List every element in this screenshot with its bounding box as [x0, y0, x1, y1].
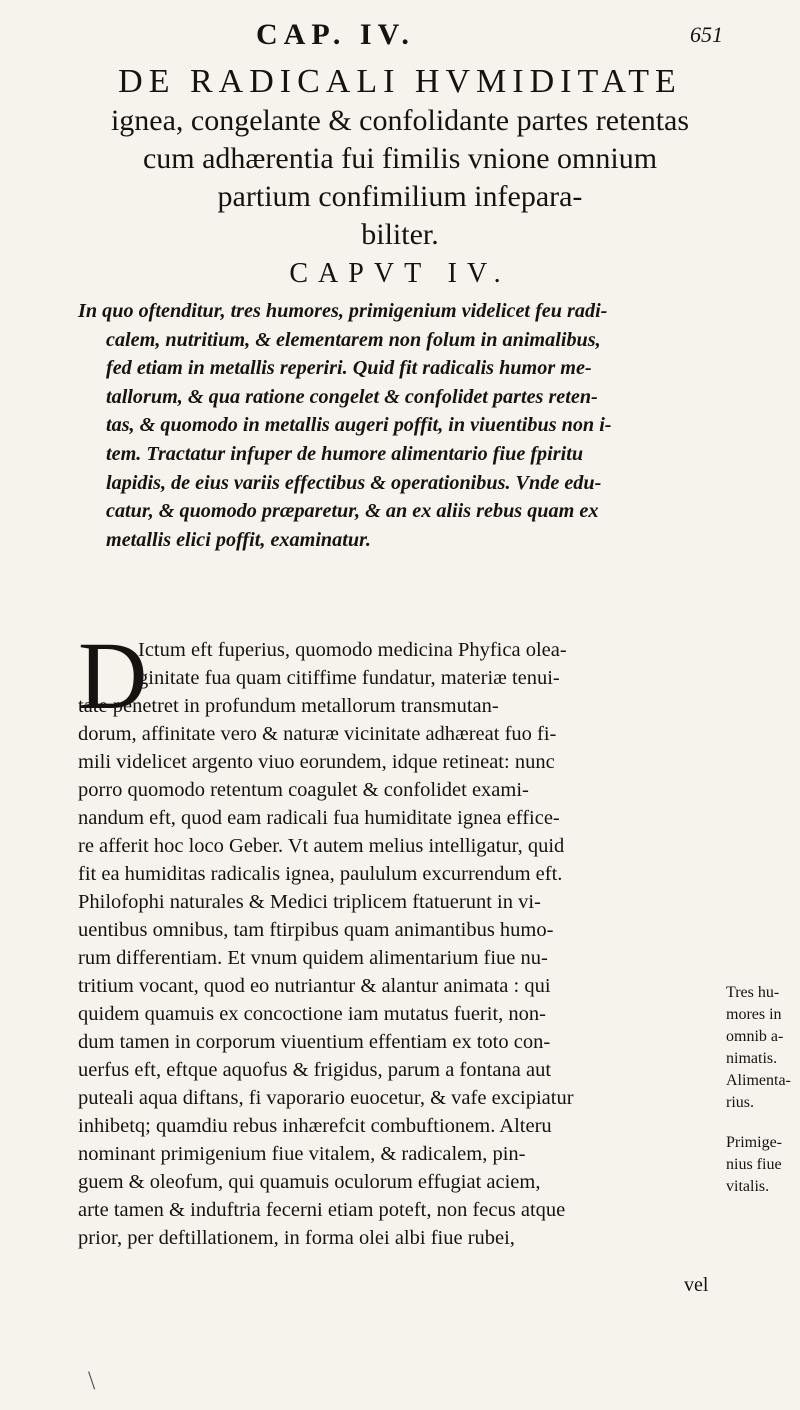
chapter-title-line: biliter.	[361, 218, 439, 251]
chapter-title-line: cum adhærentia fui fimilis vnione omnium	[142, 142, 658, 175]
marginal-note-tres-humores	[726, 982, 798, 1114]
summary-line: fed etiam in metallis reperiri. Quid fit radicalis humor me-	[106, 357, 592, 380]
chapter-title-line: ignea, congelante & confolidante partes retentas	[110, 104, 690, 137]
chapter-summary	[78, 297, 770, 554]
body-line: guem & oleofum, qui quamuis oculorum effugiat aciem,	[78, 1171, 541, 1193]
body-line: tate penetret in profundum metallorum transmutan-	[78, 695, 499, 717]
marginal-note-primigenius	[726, 1132, 798, 1198]
summary-line: metallis elici poffit, examinatur.	[106, 528, 371, 551]
body-line: nandum eft, quod eam radicali fua humiditate ignea effice-	[78, 807, 560, 829]
stray-mark: \	[88, 1366, 96, 1395]
folio-number: 651	[690, 22, 723, 47]
marginal-note-line: Primige-	[726, 1134, 782, 1151]
body-line: ginitate fua quam citiffime fundatur, materiæ tenui-	[138, 667, 560, 689]
marginal-note-line: vitalis.	[726, 1178, 770, 1195]
body-line: uentibus omnibus, tam ftirpibus quam animantibus humo-	[78, 919, 554, 941]
summary-line: lapidis, de eius variis effectibus & operationibus. Vnde edu-	[106, 471, 602, 494]
summary-line: calem, nutritium, & elementarem non folum in animalibus,	[106, 328, 601, 351]
chapter-title	[0, 62, 800, 254]
marginal-note-line: Tres hu-	[726, 984, 780, 1001]
body-line: porro quomodo retentum coagulet & confolidet exami-	[78, 779, 529, 801]
body-line: dorum, affinitate vero & naturæ vicinitate adhæreat fuo fi-	[78, 723, 557, 745]
chapter-title-caps: DE RADICALI HVMIDITATE	[118, 63, 682, 100]
body-line: fit ea humiditas radicalis ignea, paululum excurrendum eft.	[78, 863, 563, 885]
summary-line: tas, & quomodo in metallis augeri poffit, in viuentibus non i-	[106, 414, 612, 437]
drop-cap: D	[78, 622, 148, 729]
body-line: uerfus eft, eftque aquofus & frigidus, parum a fontana aut	[78, 1059, 552, 1081]
body-line: tritium vocant, quod eo nutriantur & alantur animata : qui	[78, 975, 551, 997]
catchword: vel	[684, 1274, 709, 1296]
body-line: nominant primigenium fiue vitalem, & radicalem, pin-	[78, 1143, 526, 1165]
body-line: Philofophi naturales & Medici triplicem ftatuerunt in vi-	[78, 891, 541, 913]
body-line: mili videlicet argento viuo eorundem, idque retineat: nunc	[78, 751, 555, 773]
body-line: dum tamen in corporum viuentium effentiam ex toto con-	[78, 1031, 551, 1053]
body-line: arte tamen & induftria fecerni etiam poteft, non fecus atque	[78, 1199, 566, 1221]
running-head	[0, 18, 800, 58]
running-head-title: CAP. IV.	[256, 18, 415, 51]
body-line: Ictum eft fuperius, quomodo medicina Phyfica olea-	[138, 639, 567, 661]
marginal-note-line: nius fiue	[726, 1156, 782, 1173]
body-line: prior, per deftillationem, in forma olei albi fiue rubei,	[78, 1227, 515, 1249]
summary-line: In quo oftenditur, tres humores, primigenium videlicet feu radi-	[78, 300, 608, 322]
body-line: inhibetq; quamdiu rebus inhærefcit combuftionem. Alteru	[78, 1115, 552, 1137]
body-line: rum differentiam. Et vnum quidem alimentarium fiue nu-	[78, 947, 548, 969]
summary-line: tallorum, & qua ratione congelet & confolidet partes reten-	[106, 385, 598, 408]
body-line: puteali aqua diftans, fi vaporario euocetur, & vafe excipiatur	[78, 1087, 574, 1109]
summary-line: tem. Tractatur infuper de humore alimentario fiue fpiritu	[106, 442, 584, 465]
marginal-note-line: rius.	[726, 1094, 754, 1111]
marginal-note-line: Alimenta-	[726, 1072, 791, 1089]
body-line: re afferit hoc loco Geber. Vt autem melius intelligatur, quid	[78, 835, 565, 857]
summary-line: catur, & quomodo præparetur, & an ex aliis rebus quam ex	[106, 500, 599, 523]
chapter-title-line: partium confimilium infepara-	[217, 180, 583, 213]
caput-heading: CAPVT IV.	[289, 258, 511, 289]
body-line: quidem quamuis ex concoctione iam mutatus fuerit, non-	[78, 1003, 546, 1025]
marginal-note-line: mores in	[726, 1006, 782, 1023]
marginal-note-line: omnib a-	[726, 1028, 784, 1045]
marginal-note-line: nimatis.	[726, 1050, 778, 1067]
